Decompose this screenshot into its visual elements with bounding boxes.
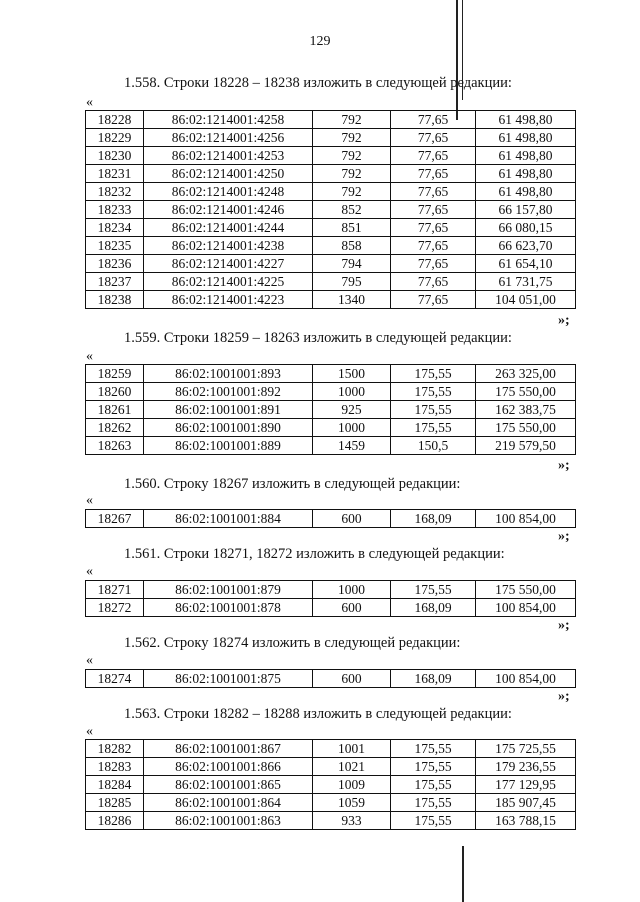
table-row [86, 255, 576, 273]
open-quote: « [86, 493, 93, 508]
area: 1009 [313, 776, 391, 794]
cadastral-number: 86:02:1001001:889 [144, 437, 313, 455]
data-table [85, 110, 576, 309]
table-row [86, 273, 576, 291]
table-row [86, 291, 576, 309]
row-number: 18230 [86, 147, 144, 165]
row-number: 18237 [86, 273, 144, 291]
rate: 168,09 [391, 599, 476, 617]
area: 1021 [313, 758, 391, 776]
area: 792 [313, 165, 391, 183]
rate: 77,65 [391, 237, 476, 255]
data-table [85, 580, 576, 617]
cadastral-number: 86:02:1214001:4238 [144, 237, 313, 255]
data-table [85, 669, 576, 688]
cadastral-number: 86:02:1214001:4250 [144, 165, 313, 183]
amount: 162 383,75 [476, 401, 576, 419]
cadastral-number: 86:02:1214001:4227 [144, 255, 313, 273]
scan-margin-line [462, 846, 464, 902]
row-number: 18263 [86, 437, 144, 455]
amount: 61 498,80 [476, 129, 576, 147]
area: 794 [313, 255, 391, 273]
cadastral-number: 86:02:1001001:892 [144, 383, 313, 401]
rate: 77,65 [391, 273, 476, 291]
rate: 150,5 [391, 437, 476, 455]
open-quote: « [86, 95, 93, 110]
cadastral-number: 86:02:1214001:4244 [144, 219, 313, 237]
row-number: 18286 [86, 812, 144, 830]
row-number: 18233 [86, 201, 144, 219]
table-row [86, 365, 576, 383]
area: 792 [313, 111, 391, 129]
table-row [86, 599, 576, 617]
table-row [86, 237, 576, 255]
amount: 163 788,15 [476, 812, 576, 830]
rate: 168,09 [391, 510, 476, 528]
section-heading: 1.563. Строки 18282 – 18288 изложить в следующей редакции: [124, 706, 512, 722]
table-row [86, 111, 576, 129]
amount: 66 623,70 [476, 237, 576, 255]
area: 1000 [313, 581, 391, 599]
table-row [86, 419, 576, 437]
row-number: 18283 [86, 758, 144, 776]
cadastral-number: 86:02:1214001:4258 [144, 111, 313, 129]
row-number: 18238 [86, 291, 144, 309]
table-row [86, 758, 576, 776]
rate: 77,65 [391, 129, 476, 147]
table-row [86, 201, 576, 219]
cadastral-number: 86:02:1001001:879 [144, 581, 313, 599]
amount: 100 854,00 [476, 599, 576, 617]
cadastral-number: 86:02:1001001:884 [144, 510, 313, 528]
cadastral-number: 86:02:1214001:4225 [144, 273, 313, 291]
row-number: 18261 [86, 401, 144, 419]
section-heading: 1.562. Строку 18274 изложить в следующей редакции: [124, 635, 461, 651]
rate: 77,65 [391, 111, 476, 129]
row-number: 18259 [86, 365, 144, 383]
area: 1059 [313, 794, 391, 812]
data-table [85, 739, 576, 830]
rate: 175,55 [391, 740, 476, 758]
row-number: 18272 [86, 599, 144, 617]
rate: 77,65 [391, 165, 476, 183]
area: 1000 [313, 419, 391, 437]
row-number: 18262 [86, 419, 144, 437]
table-row [86, 812, 576, 830]
table-row [86, 129, 576, 147]
area: 1459 [313, 437, 391, 455]
page-number: 129 [309, 34, 331, 49]
amount: 263 325,00 [476, 365, 576, 383]
cadastral-number: 86:02:1001001:891 [144, 401, 313, 419]
table-row [86, 401, 576, 419]
cadastral-number: 86:02:1214001:4246 [144, 201, 313, 219]
row-number: 18271 [86, 581, 144, 599]
rate: 77,65 [391, 201, 476, 219]
row-number: 18228 [86, 111, 144, 129]
data-table [85, 364, 576, 455]
section-heading: 1.558. Строки 18228 – 18238 изложить в следующей редакции: [124, 75, 512, 91]
amount: 175 725,55 [476, 740, 576, 758]
rate: 175,55 [391, 776, 476, 794]
close-quote: »; [558, 529, 570, 544]
amount: 61 498,80 [476, 183, 576, 201]
area: 933 [313, 812, 391, 830]
cadastral-number: 86:02:1001001:867 [144, 740, 313, 758]
amount: 175 550,00 [476, 581, 576, 599]
amount: 61 731,75 [476, 273, 576, 291]
area: 858 [313, 237, 391, 255]
rate: 175,55 [391, 365, 476, 383]
row-number: 18232 [86, 183, 144, 201]
table-row [86, 165, 576, 183]
area: 852 [313, 201, 391, 219]
rate: 175,55 [391, 758, 476, 776]
cadastral-number: 86:02:1214001:4256 [144, 129, 313, 147]
amount: 100 854,00 [476, 670, 576, 688]
area: 1001 [313, 740, 391, 758]
cadastral-number: 86:02:1214001:4248 [144, 183, 313, 201]
scan-margin-line [456, 0, 458, 120]
cadastral-number: 86:02:1214001:4223 [144, 291, 313, 309]
rate: 77,65 [391, 255, 476, 273]
cadastral-number: 86:02:1001001:875 [144, 670, 313, 688]
table-row [86, 794, 576, 812]
rate: 175,55 [391, 812, 476, 830]
row-number: 18234 [86, 219, 144, 237]
rate: 77,65 [391, 291, 476, 309]
amount: 61 498,80 [476, 111, 576, 129]
cadastral-number: 86:02:1001001:890 [144, 419, 313, 437]
section-heading: 1.559. Строки 18259 – 18263 изложить в следующей редакции: [124, 330, 512, 346]
data-table [85, 509, 576, 528]
cadastral-number: 86:02:1001001:865 [144, 776, 313, 794]
row-number: 18274 [86, 670, 144, 688]
area: 795 [313, 273, 391, 291]
rate: 175,55 [391, 581, 476, 599]
area: 600 [313, 599, 391, 617]
row-number: 18236 [86, 255, 144, 273]
cadastral-number: 86:02:1001001:863 [144, 812, 313, 830]
amount: 185 907,45 [476, 794, 576, 812]
rate: 168,09 [391, 670, 476, 688]
section-heading: 1.560. Строку 18267 изложить в следующей редакции: [124, 476, 461, 492]
amount: 66 080,15 [476, 219, 576, 237]
cadastral-number: 86:02:1001001:864 [144, 794, 313, 812]
rate: 175,55 [391, 419, 476, 437]
table-row [86, 740, 576, 758]
rate: 175,55 [391, 794, 476, 812]
area: 792 [313, 129, 391, 147]
section-heading: 1.561. Строки 18271, 18272 изложить в следующей редакции: [124, 546, 505, 562]
amount: 175 550,00 [476, 419, 576, 437]
amount: 175 550,00 [476, 383, 576, 401]
row-number: 18229 [86, 129, 144, 147]
area: 1500 [313, 365, 391, 383]
cadastral-number: 86:02:1001001:893 [144, 365, 313, 383]
cadastral-number: 86:02:1001001:878 [144, 599, 313, 617]
row-number: 18282 [86, 740, 144, 758]
row-number: 18267 [86, 510, 144, 528]
rate: 77,65 [391, 219, 476, 237]
open-quote: « [86, 653, 93, 668]
close-quote: »; [558, 618, 570, 633]
row-number: 18284 [86, 776, 144, 794]
cadastral-number: 86:02:1001001:866 [144, 758, 313, 776]
amount: 177 129,95 [476, 776, 576, 794]
table-row [86, 147, 576, 165]
open-quote: « [86, 349, 93, 364]
rate: 77,65 [391, 183, 476, 201]
cadastral-number: 86:02:1214001:4253 [144, 147, 313, 165]
amount: 100 854,00 [476, 510, 576, 528]
amount: 61 498,80 [476, 165, 576, 183]
area: 1340 [313, 291, 391, 309]
row-number: 18260 [86, 383, 144, 401]
amount: 61 654,10 [476, 255, 576, 273]
amount: 61 498,80 [476, 147, 576, 165]
area: 792 [313, 183, 391, 201]
open-quote: « [86, 724, 93, 739]
amount: 104 051,00 [476, 291, 576, 309]
close-quote: »; [558, 689, 570, 704]
area: 792 [313, 147, 391, 165]
rate: 175,55 [391, 383, 476, 401]
area: 851 [313, 219, 391, 237]
amount: 66 157,80 [476, 201, 576, 219]
table-row [86, 383, 576, 401]
row-number: 18285 [86, 794, 144, 812]
area: 1000 [313, 383, 391, 401]
row-number: 18235 [86, 237, 144, 255]
area: 600 [313, 670, 391, 688]
table-row [86, 219, 576, 237]
close-quote: »; [558, 313, 570, 328]
open-quote: « [86, 564, 93, 579]
area: 925 [313, 401, 391, 419]
amount: 179 236,55 [476, 758, 576, 776]
amount: 219 579,50 [476, 437, 576, 455]
row-number: 18231 [86, 165, 144, 183]
close-quote: »; [558, 458, 570, 473]
table-row [86, 183, 576, 201]
table-row [86, 670, 576, 688]
table-row [86, 437, 576, 455]
area: 600 [313, 510, 391, 528]
rate: 77,65 [391, 147, 476, 165]
table-row [86, 581, 576, 599]
table-row [86, 510, 576, 528]
rate: 175,55 [391, 401, 476, 419]
table-row [86, 776, 576, 794]
